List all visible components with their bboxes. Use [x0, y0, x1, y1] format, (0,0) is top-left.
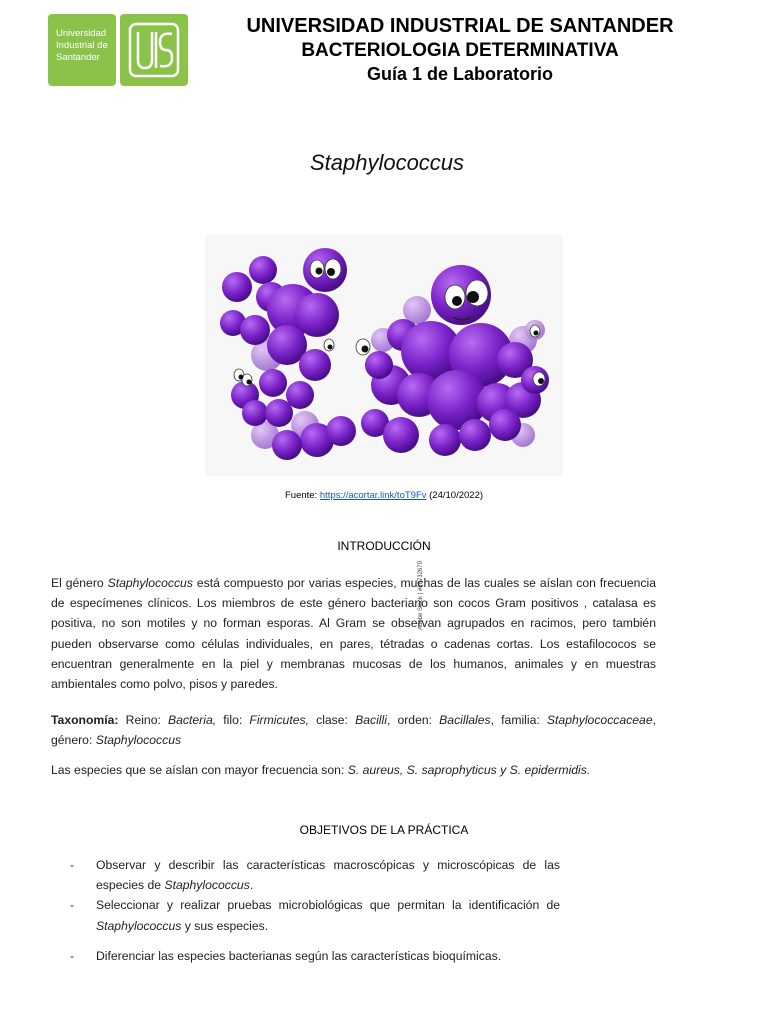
list-item: - Diferenciar las especies bacterianas según las características bioquímicas. [70, 948, 502, 963]
logo-line-3: Santander [56, 52, 100, 63]
figure-caption [0, 490, 768, 501]
intro-heading: INTRODUCCIÓN [337, 539, 431, 553]
intro-paragraph: El género Staphylococcus está compuesto por varias especies, muchas de las cuales se aíslan con frecuencia de especímenes clínicos. Los miembros de este género bacteriano son cocos Gram positivos , catalasa es positiva, no son motiles y no forman esporas. Al Gram se observan agrupados en racimos, pero también pueden observarse como células individuales, en pares, tétradas o cadenas cortas. Los estafilococos se encuentran generalmente en la piel y membranas mucosas de los humanos, animales y en muestras ambientales como polvo, pisos y paredes. [51, 576, 656, 692]
bacteria-cluster-image [205, 235, 563, 476]
taxonomy-paragraph: Taxonomía: Reino: Bacteria, filo: Firmicutes, clase: Bacilli, orden: Bacillales, familia: Staphylococcaceae, género: Staphylococcus [51, 713, 656, 748]
course-name: BACTERIOLOGIA DETERMINATIVA [301, 40, 619, 61]
page-title: Staphylococcus [309, 150, 465, 175]
list-item: - Observar y describir las características macroscópicas y microscópicas de las especies de Staphylococcus. [70, 858, 560, 893]
university-name: UNIVERSIDAD INDUSTRIAL DE SANTANDER [246, 15, 674, 37]
source-link[interactable]: https://acortar.link/toT9Fv [319, 490, 427, 501]
objectives-heading: OBJETIVOS DE LA PRÁCTICA [299, 823, 469, 837]
logo-line-1: Universidad [56, 28, 107, 39]
objectives-list [70, 855, 560, 966]
caption-date: (24/10/2022) [429, 490, 484, 501]
list-item: - Seleccionar y realizar pruebas microbiológicas que permitan la identificación de Staphylococcus y sus especies. [70, 898, 560, 933]
university-logo-text [48, 14, 116, 86]
image-credit: Adobe Stock | #88732679 [418, 561, 424, 630]
caption-label: Fuente: [284, 490, 318, 501]
guide-title: Guía 1 de Laboratorio [366, 64, 554, 84]
uis-emblem-icon [120, 14, 188, 86]
logo-line-2: Industrial de [56, 40, 108, 51]
species-paragraph: Las especies que se aíslan con mayor frecuencia son: S. aureus, S. saprophyticus y S. epidermidis. [51, 763, 591, 777]
taxonomy-label: Taxonomía: [51, 713, 119, 727]
